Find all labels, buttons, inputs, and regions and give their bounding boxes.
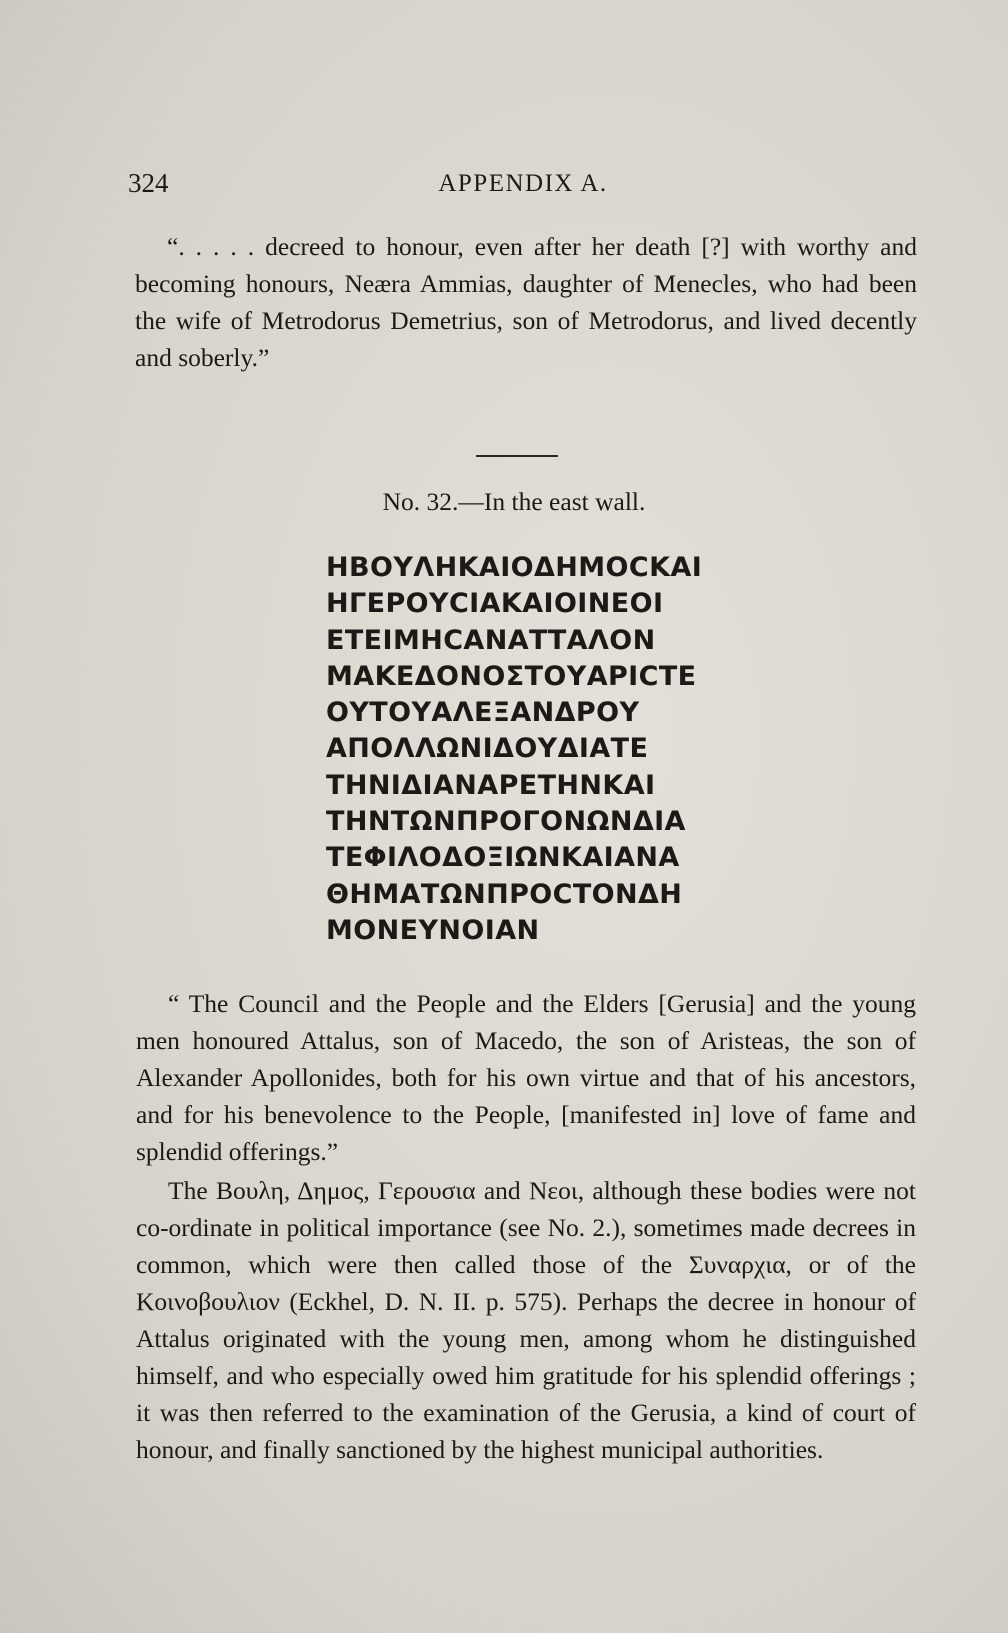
running-head: APPENDIX A.: [438, 170, 608, 197]
inscription-line: ΜΑΚΕΔΟΝΟΣΤΟΥΑΡΙCΤΕ: [326, 660, 697, 692]
inscription-line: ΑΠΟΛΛΩΝΙΔΟΥΔΙΑΤΕ: [326, 733, 649, 765]
inscription-line: ΜΟΝΕΥΝΟΙΑΝ: [326, 914, 540, 946]
greek-inscription: [326, 550, 806, 949]
section-divider: [476, 455, 558, 457]
inscription-translation-paragraph: “ The Council and the People and the Elders [Gerusia] and the young men honoured Attalus, son of Macedo, the son of Aristeas, the son of Alexander Apollonides, both for his own virtue and that of his ancestors, and for his benevolence to the People, [manifested in] love of fame and splendid offerings.”: [136, 989, 916, 1166]
inscription-line: ΤΗΝΙΔΙΑΝΑΡΕΤΗΝΚΑΙ: [326, 769, 656, 801]
inscription-line: ΗΓΕΡΟΥCΙΑΚΑΙΟΙΝΕΟΙ: [326, 588, 664, 620]
page-number: 324: [128, 168, 169, 198]
inscription-line: ΤΕΦΙΛΟΔΟΞΙΩΝΚΑΙΑΝΑ: [326, 842, 680, 874]
quoted-translation-paragraph: “. . . . . decreed to honour, even after her death [?] with worthy and becoming honours, Neæra Ammias, daughter of Menecles, who had been the wife of Metrodorus Demetrius, son of Metrodorus, and lived decently and soberly.”: [135, 232, 917, 372]
inscription-line: ΟΥΤΟΥΑΛΕΞΑΝΔΡΟΥ: [326, 697, 640, 729]
commentary-paragraph: The Βουλη, Δημος, Γερουσια and Νεοι, although these bodies were not co-ordinate in political importance (see No. 2.), sometimes made decrees in common, which were then called those of the Συναρχια, or of the Κοινοβουλιον (Eckhel, D. N. II. p. 575). Perhaps the decree in honour of Attalus originated with the young men, among whom he distinguished himself, and who especially owed him gratitude for his splendid offerings ; it was then referred to the examination of the Gerusia, a kind of court of honour, and finally sanctioned by the highest municipal authorities.: [136, 1176, 916, 1464]
inscription-line: ΕΤΕΙΜΗCΑΝΑΤΤΑΛΟΝ: [326, 624, 656, 656]
section-caption: No. 32.—In the east wall.: [382, 487, 646, 516]
inscription-line: ΘΗΜΑΤΩΝΠΡΟCΤΟΝΔΗ: [326, 878, 683, 910]
inscription-line: ΤΗΝΤΩΝΠΡΟΓΟΝΩΝΔΙΑ: [326, 806, 686, 838]
inscription-line: ΗΒΟΥΛΗΚΑΙΟΔΗΜΟCΚΑΙ: [326, 552, 703, 583]
page-header: [128, 168, 918, 208]
